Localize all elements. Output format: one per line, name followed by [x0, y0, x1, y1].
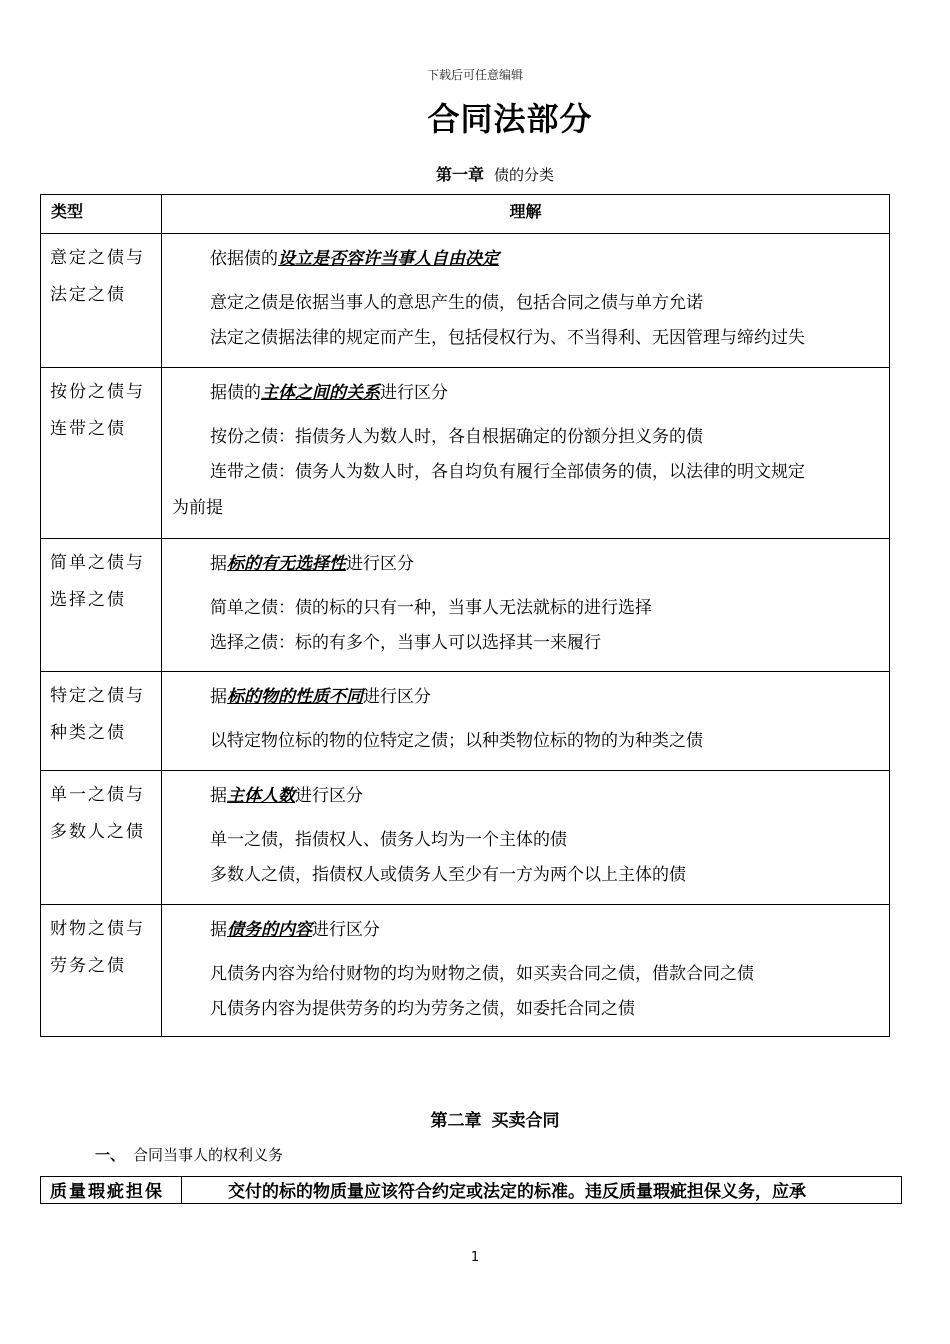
explain-line: 以特定物位标的物的位特定之债；以种类物位标的物的为种类之债: [210, 731, 703, 751]
basis-key: 设立是否容许当事人自由决定: [278, 249, 499, 269]
type-line: 单一之债与: [50, 785, 145, 805]
type-line: 多数人之债: [50, 822, 145, 842]
header-note: 下载后可任意编辑: [426, 68, 523, 82]
type-line: 特定之债与: [50, 686, 145, 706]
debt-classification-table: [40, 194, 890, 1037]
basis-key: 主体之间的关系: [261, 383, 380, 403]
section-title: 合同当事人的权利义务: [133, 1146, 284, 1164]
header-explain: 理解: [162, 195, 890, 234]
document-title: 合同法部分: [427, 100, 593, 138]
sales-contract-table: [40, 1176, 902, 1204]
type-line: 连带之债: [50, 419, 126, 439]
explain-line: 连带之债：债务人为数人时，各自均负有履行全部债务的债，以法律的明文规定: [210, 462, 805, 482]
explain-line: 多数人之债，指债权人或债务人至少有一方为两个以上主体的债: [210, 865, 686, 885]
basis-line: [172, 911, 883, 949]
basis-key: 标的物的性质不同: [227, 687, 363, 707]
explain-cell: [162, 368, 890, 539]
basis-suffix: 进行区分: [363, 687, 431, 707]
table-row: [41, 368, 890, 539]
basis-prefix: 据: [210, 920, 227, 940]
basis-prefix: 依据债的: [210, 249, 278, 269]
explain-line: 凡债务内容为给付财物的均为财物之债，如买卖合同之债，借款合同之债: [210, 964, 754, 984]
basis-prefix: 据债的: [210, 383, 261, 403]
type-cell: [41, 672, 162, 771]
explain-cell: [162, 905, 890, 1037]
basis-suffix: 进行区分: [346, 554, 414, 574]
type-line: 种类之债: [50, 723, 126, 743]
type-cell: [41, 368, 162, 539]
type-cell: [41, 905, 162, 1037]
explain-line: 选择之债：标的有多个，当事人可以选择其一来履行: [210, 633, 601, 653]
table-row: [41, 539, 890, 672]
basis-line: [172, 678, 883, 716]
explain-continuation: 为前提: [172, 498, 223, 518]
basis-suffix: 进行区分: [312, 920, 380, 940]
explain-cell: 交付的标的物质量应该符合约定或法定的标准。违反质量瑕疵担保义务，应承: [182, 1177, 902, 1204]
type-line: 劳务之债: [50, 956, 126, 976]
explain-line: 单一之债，指债权人、债务人均为一个主体的债: [210, 830, 567, 850]
chapter-heading-2: [0, 1106, 950, 1131]
type-line: 简单之债与: [50, 553, 145, 573]
basis-key: 主体人数: [227, 786, 295, 806]
section-heading: [95, 1144, 283, 1165]
explain-cell: [162, 672, 890, 771]
table-row: [41, 1177, 902, 1204]
basis-line: [172, 777, 883, 815]
basis-line: [172, 240, 883, 278]
basis-prefix: 据: [210, 687, 227, 707]
explain-cell: [162, 234, 890, 368]
table-row: [41, 672, 890, 771]
basis-prefix: 据: [210, 554, 227, 574]
explain-line: 意定之债是依据当事人的意思产生的债，包括合同之债与单方允诺: [210, 293, 703, 313]
type-cell: [41, 234, 162, 368]
chapter-name: 买卖合同: [491, 1111, 560, 1131]
explain-line: 法定之债据法律的规定而产生，包括侵权行为、不当得利、无因管理与缔约过失: [210, 328, 805, 348]
chapter-heading-1: [0, 162, 950, 185]
basis-suffix: 进行区分: [295, 786, 363, 806]
basis-prefix: 据: [210, 786, 227, 806]
basis-key: 标的有无选择性: [227, 554, 346, 574]
chapter-name: 债的分类: [494, 166, 555, 184]
table-header-row: [41, 195, 890, 234]
chapter-number: 第一章: [435, 165, 484, 184]
table-row: [41, 771, 890, 905]
page-number: 1: [470, 1250, 480, 1265]
explain-line: 凡债务内容为提供劳务的均为劳务之债，如委托合同之债: [210, 999, 635, 1019]
basis-line: [172, 545, 883, 583]
type-cell: [41, 771, 162, 905]
type-cell: [41, 539, 162, 672]
type-cell: 质量瑕疵担保: [41, 1177, 182, 1204]
type-line: 财物之债与: [50, 919, 145, 939]
chapter-number: 第二章: [430, 1111, 482, 1131]
type-line: 按份之债与: [50, 382, 145, 402]
table-row: [41, 234, 890, 368]
header-type: 类型: [41, 195, 162, 234]
basis-line: [172, 374, 883, 412]
explain-line: 按份之债：指债务人为数人时，各自根据确定的份额分担义务的债: [210, 427, 703, 447]
explain-line: 简单之债：债的标的只有一种，当事人无法就标的进行选择: [210, 598, 652, 618]
type-line: 选择之债: [50, 590, 126, 610]
basis-suffix: 进行区分: [380, 383, 448, 403]
section-number: 一、: [95, 1146, 126, 1164]
table-row: [41, 905, 890, 1037]
explain-cell: [162, 539, 890, 672]
explain-cell: [162, 771, 890, 905]
type-line: 意定之债与: [50, 248, 145, 268]
basis-key: 债务的内容: [227, 920, 312, 940]
type-line: 法定之债: [50, 285, 126, 305]
